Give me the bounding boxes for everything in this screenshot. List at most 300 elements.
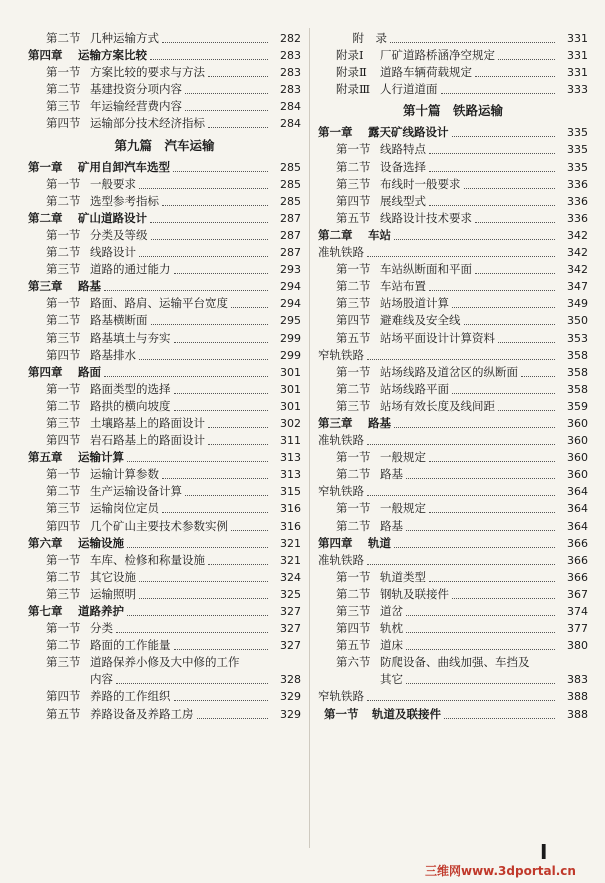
toc-entry-title: 站场股道计算 — [380, 296, 449, 311]
leader-dots — [174, 341, 268, 343]
toc-entry-title: 轨道类型 — [380, 569, 426, 584]
leader-dots — [208, 563, 268, 565]
toc-entry-label: 第三节 — [336, 604, 371, 618]
toc-entry-label: 第四节 — [46, 116, 81, 131]
toc-entry-row — [28, 227, 301, 244]
toc-page-number: 383 — [567, 673, 588, 687]
toc-entry-row — [318, 176, 588, 193]
toc-entry-title: 运输设施 — [78, 535, 124, 550]
toc-entry-label: 第三节 — [336, 176, 371, 191]
toc-entry-row — [28, 415, 301, 432]
toc-page-number: 293 — [280, 263, 301, 277]
leader-dots — [406, 614, 555, 616]
toc-page-number: 333 — [567, 83, 588, 97]
toc-page-number: 358 — [567, 348, 588, 362]
leader-dots — [406, 648, 555, 650]
toc-entry-row — [318, 381, 588, 398]
toc-entry-title: 运输部分技术经济指标 — [90, 116, 205, 131]
toc-chapter-row — [28, 159, 301, 176]
leader-dots — [174, 648, 268, 650]
leader-dots — [429, 152, 555, 154]
toc-entry-row — [318, 449, 588, 466]
toc-page-number: 282 — [280, 32, 301, 45]
toc-entry-label: 第二节 — [46, 193, 81, 208]
leader-dots — [151, 323, 268, 325]
toc-entry-label: 第二节 — [336, 518, 371, 533]
toc-left-column — [28, 30, 301, 723]
toc-entry-title: 生产运输设备计算 — [90, 484, 182, 499]
toc-entry-title: 年运输经营费内容 — [90, 99, 182, 114]
toc-page-number: 335 — [567, 126, 588, 140]
toc-page-number: 295 — [280, 314, 301, 328]
toc-entry-row — [28, 193, 301, 210]
leader-dots — [185, 109, 268, 111]
toc-page-number: 325 — [280, 587, 301, 601]
toc-entry-row — [318, 193, 588, 210]
toc-entry-title: 内容 — [90, 672, 113, 687]
toc-entry-label: 第三节 — [46, 330, 81, 345]
toc-entry-row — [318, 432, 588, 449]
leader-dots — [498, 58, 555, 60]
toc-entry-title: 厂矿道路桥涵净空规定 — [380, 48, 495, 63]
toc-entry-label: 第二节 — [336, 279, 371, 294]
toc-entry-row — [28, 398, 301, 415]
toc-chapter-row — [28, 449, 301, 466]
toc-entry-title: 路基填土与夯实 — [90, 330, 171, 345]
toc-entry-row — [28, 64, 301, 81]
toc-entry-title: 路面类型的选择 — [90, 381, 171, 396]
toc-page-number: 374 — [567, 605, 588, 618]
toc-entry-row — [28, 620, 301, 637]
toc-page-number: 360 — [567, 468, 588, 482]
toc-entry-label: 第二章 — [28, 210, 63, 225]
toc-entry-title: 附 录 — [318, 31, 387, 45]
leader-dots — [498, 341, 555, 343]
toc-entry-title: 钢轨及联接件 — [380, 586, 449, 601]
toc-page-number: 313 — [280, 451, 301, 465]
toc-page-number: 331 — [567, 49, 588, 63]
toc-entry-label: 第三节 — [46, 99, 81, 114]
toc-entry-title: 轨枕 — [380, 621, 403, 636]
toc-chapter-row — [28, 47, 301, 64]
toc-right-column — [318, 30, 588, 723]
leader-dots — [441, 92, 555, 94]
toc-entry-label: 第五节 — [46, 706, 81, 721]
leader-dots — [231, 529, 268, 531]
toc-page-number: 287 — [280, 228, 301, 242]
toc-entry-label: 第四章 — [318, 535, 353, 550]
toc-entry-label: 第一节 — [46, 227, 81, 242]
leader-dots — [162, 477, 268, 479]
toc-page-number: 366 — [567, 536, 588, 550]
toc-entry-title: 一般规定 — [380, 501, 426, 516]
toc-chapter-row — [28, 278, 301, 295]
toc-entry-label: 第四节 — [336, 621, 371, 636]
toc-page-number: 342 — [567, 228, 588, 242]
toc-entry-row — [28, 671, 301, 688]
toc-entry-label: 第一节 — [336, 569, 371, 584]
toc-entry-title: 车站纵断面和平面 — [380, 262, 472, 277]
part-heading: 第九篇 汽车运输 — [114, 137, 215, 153]
leader-dots — [429, 204, 555, 206]
leader-dots — [104, 289, 268, 291]
leader-dots — [139, 597, 268, 599]
toc-entry-title: 路面、路肩、运输平台宽度 — [90, 296, 228, 311]
leader-dots — [116, 631, 268, 633]
toc-page-number: 358 — [567, 382, 588, 396]
toc-entry-title: 几种运输方式 — [90, 31, 159, 45]
toc-entry-row — [28, 483, 301, 500]
toc-page-number: 313 — [280, 468, 301, 482]
toc-entry-row — [318, 159, 588, 176]
toc-entry-label: 第四节 — [336, 193, 371, 208]
toc-page-number: 359 — [567, 399, 588, 413]
toc-entry-title: 一般规定 — [380, 450, 426, 465]
toc-entry-title: 道路的通过能力 — [90, 262, 171, 277]
toc-entry-row — [28, 295, 301, 312]
toc-entry-row — [28, 381, 301, 398]
toc-page-number: 328 — [280, 673, 301, 687]
toc-entry-row — [28, 500, 301, 517]
toc-entry-title: 矿山道路设计 — [78, 210, 147, 225]
toc-entry-label: 第一节 — [46, 621, 81, 636]
toc-entry-row — [28, 552, 301, 569]
toc-entry-label: 第四节 — [336, 313, 371, 328]
toc-entry-title: 运输照明 — [90, 586, 136, 601]
toc-entry-title: 窄轨铁路 — [318, 484, 364, 499]
toc-entry-row — [318, 466, 588, 483]
toc-page-number: 294 — [280, 280, 301, 294]
toc-page-number: 336 — [567, 194, 588, 208]
toc-entry-title: 道路车辆荷载规定 — [380, 65, 472, 80]
toc-entry-label: 第三节 — [46, 501, 81, 516]
toc-entry-title: 分类 — [90, 621, 113, 636]
toc-page-number: 388 — [567, 690, 588, 704]
toc-page-number: 364 — [567, 502, 588, 516]
leader-dots — [127, 614, 268, 616]
toc-entry-label: 第四节 — [46, 689, 81, 704]
toc-chapter-row — [28, 535, 301, 552]
toc-entry-row — [318, 518, 588, 535]
toc-entry-label: 第一节 — [46, 467, 81, 482]
toc-entry-title: 岩石路基上的路面设计 — [90, 433, 205, 448]
toc-page-number: 301 — [280, 399, 301, 413]
toc-entry-title: 窄轨铁路 — [318, 689, 364, 704]
leader-dots — [162, 204, 268, 206]
toc-page-number: 327 — [280, 622, 301, 636]
toc-entry-label: 第二节 — [46, 313, 81, 328]
page-mark: I — [540, 840, 548, 864]
toc-entry-label: 第五节 — [336, 330, 371, 345]
toc-entry-row — [28, 654, 301, 671]
toc-page-number: 336 — [567, 177, 588, 191]
toc-entry-title: 展线型式 — [380, 193, 426, 208]
toc-entry-title: 车站 — [368, 227, 391, 242]
toc-page-number: 347 — [567, 280, 588, 294]
toc-entry-row — [318, 330, 588, 347]
toc-entry-row — [318, 552, 588, 569]
toc-entry-title: 路面 — [78, 364, 101, 379]
leader-dots — [150, 221, 268, 223]
toc-entry-title: 矿用自卸汽车选型 — [78, 159, 170, 174]
toc-entry-row — [318, 688, 588, 705]
toc-page-number: 285 — [280, 177, 301, 191]
toc-entry-title: 避难线及安全线 — [380, 313, 461, 328]
toc-entry-label: 第一节 — [46, 176, 81, 191]
leader-dots — [521, 375, 555, 377]
leader-dots — [150, 58, 268, 60]
toc-entry-row — [318, 278, 588, 295]
leader-dots — [104, 375, 268, 377]
toc-page-number: 283 — [280, 49, 301, 63]
toc-page-number: 294 — [280, 297, 301, 311]
toc-page-number: 284 — [280, 117, 301, 131]
leader-dots — [173, 170, 268, 172]
toc-page-number: 366 — [567, 570, 588, 584]
toc-entry-row — [318, 64, 588, 81]
toc-page-number: 302 — [280, 416, 301, 430]
leader-dots — [151, 238, 268, 240]
leader-dots — [429, 170, 555, 172]
leader-dots — [444, 717, 555, 719]
toc-entry-row — [318, 569, 588, 586]
toc-entry-title: 基建投资分项内容 — [90, 82, 182, 97]
leader-dots — [367, 563, 555, 565]
leader-dots — [197, 717, 268, 719]
toc-entry-row — [28, 569, 301, 586]
toc-entry-row — [318, 210, 588, 227]
toc-entry-row — [318, 347, 588, 364]
leader-dots — [406, 477, 555, 479]
toc-chapter-row — [318, 535, 588, 552]
toc-page-number: 287 — [280, 246, 301, 260]
toc-entry-title: 线路设计 — [90, 245, 136, 260]
watermark: 三维网www.3dportal.cn — [425, 864, 576, 878]
toc-entry-row — [318, 364, 588, 381]
toc-entry-title: 窄轨铁路 — [318, 347, 364, 362]
toc-entry-title: 路基 — [368, 415, 391, 430]
toc-page-number: 353 — [567, 331, 588, 345]
toc-entry-label: 第二节 — [46, 245, 81, 260]
toc-entry-label: 第一节 — [46, 552, 81, 567]
toc-entry-title: 一般要求 — [90, 176, 136, 191]
toc-entry-label: 第四节 — [46, 518, 81, 533]
leader-dots — [452, 392, 555, 394]
leader-dots — [464, 187, 555, 189]
toc-page-number: 377 — [567, 622, 588, 636]
toc-page-number: 311 — [280, 434, 301, 448]
leader-dots — [139, 187, 268, 189]
toc-entry-title: 准轨铁路 — [318, 552, 364, 567]
toc-entry-label: 附录Ⅰ — [336, 48, 364, 63]
toc-entry-label: 第三节 — [46, 262, 81, 277]
leader-dots — [208, 126, 268, 128]
toc-entry-label: 第二节 — [336, 467, 371, 482]
leader-dots — [475, 272, 555, 274]
toc-entry-title: 其它 — [380, 672, 403, 687]
toc-page-number: 360 — [567, 416, 588, 430]
leader-dots — [394, 546, 555, 548]
leader-dots — [429, 289, 555, 291]
toc-page-number: 299 — [280, 348, 301, 362]
leader-dots — [475, 75, 555, 77]
leader-dots — [367, 255, 555, 257]
toc-entry-title: 站场平面设计计算资料 — [380, 330, 495, 345]
leader-dots — [174, 392, 268, 394]
leader-dots — [162, 511, 268, 513]
toc-entry-row — [318, 398, 588, 415]
leader-dots — [174, 409, 268, 411]
toc-page-number: 366 — [567, 553, 588, 567]
toc-page-number: 350 — [567, 314, 588, 328]
toc-page-number: 329 — [280, 690, 301, 704]
toc-entry-label: 第一章 — [318, 125, 353, 140]
leader-dots — [367, 494, 555, 496]
toc-entry-row — [28, 688, 301, 705]
toc-entry-label: 第二节 — [336, 381, 371, 396]
toc-entry-title: 路面的工作能量 — [90, 638, 171, 653]
toc-page-number: 335 — [567, 143, 588, 157]
toc-entry-title: 设备选择 — [380, 159, 426, 174]
toc-entry-title: 防爬设备、曲线加强、车挡及 — [380, 655, 530, 670]
toc-entry-label: 第二节 — [336, 159, 371, 174]
toc-page-number: 301 — [280, 382, 301, 396]
toc-entry-title: 路拱的横向坡度 — [90, 398, 171, 413]
leader-dots — [498, 409, 555, 411]
toc-entry-title: 轨道 — [368, 535, 391, 550]
leader-dots — [464, 323, 555, 325]
toc-entry-row — [318, 312, 588, 329]
toc-entry-label: 第五章 — [28, 450, 63, 465]
toc-entry-label: 第一节 — [336, 450, 371, 465]
leader-dots — [452, 597, 555, 599]
toc-page-number: 327 — [280, 639, 301, 653]
toc-page-number: 301 — [280, 365, 301, 379]
toc-entry-row — [28, 706, 301, 723]
toc-page-number: 284 — [280, 100, 301, 114]
toc-entry-row — [318, 671, 588, 688]
toc-entry-row — [318, 295, 588, 312]
toc-entry-label: 第三节 — [46, 415, 81, 430]
toc-entry-title: 运输计算参数 — [90, 467, 159, 482]
toc-entry-label: 第三节 — [336, 398, 371, 413]
leader-dots — [231, 306, 268, 308]
toc-page-number: 316 — [280, 502, 301, 516]
toc-entry-row — [318, 81, 588, 98]
toc-entry-row — [318, 141, 588, 158]
toc-entry-row — [318, 30, 588, 47]
leader-dots — [139, 580, 268, 582]
toc-entry-row — [28, 98, 301, 115]
toc-chapter-row — [318, 124, 588, 141]
toc-page-number: 380 — [567, 639, 588, 653]
column-divider — [309, 28, 310, 848]
toc-entry-label: 第七章 — [28, 604, 63, 618]
leader-dots — [208, 75, 268, 77]
toc-entry-title: 准轨铁路 — [318, 433, 364, 448]
toc-entry-label: 第一节 — [324, 706, 359, 721]
toc-entry-row — [318, 500, 588, 517]
leader-dots — [394, 426, 555, 428]
toc-page-number: 299 — [280, 331, 301, 345]
toc-entry-label: 第三章 — [28, 279, 63, 294]
toc-entry-row — [28, 586, 301, 603]
toc-page-number: 388 — [567, 707, 588, 721]
toc-entry-title: 运输方案比较 — [78, 48, 147, 63]
leader-dots — [162, 41, 268, 43]
toc-entry-row — [318, 261, 588, 278]
toc-entry-label: 第六节 — [336, 655, 371, 670]
toc-entry-title: 路基排水 — [90, 347, 136, 362]
toc-entry-title: 道床 — [380, 638, 403, 653]
toc-page-number: 316 — [280, 519, 301, 533]
toc-entry-title: 线路设计技术要求 — [380, 210, 472, 225]
toc-entry-label: 附录Ⅱ — [336, 65, 367, 80]
toc-entry-label: 第四节 — [46, 433, 81, 448]
toc-entry-title: 车站布置 — [380, 279, 426, 294]
toc-entry-label: 第六章 — [28, 535, 63, 550]
toc-page-number: 283 — [280, 66, 301, 80]
toc-entry-label: 第二节 — [46, 569, 81, 584]
toc-entry-label: 第二章 — [318, 227, 353, 242]
toc-page-number: 283 — [280, 83, 301, 97]
leader-dots — [127, 460, 268, 462]
toc-entry-row — [318, 586, 588, 603]
toc-page-number: 358 — [567, 365, 588, 379]
toc-entry-title: 运输岗位定员 — [90, 501, 159, 516]
toc-entry-row — [318, 244, 588, 261]
toc-entry-title: 路基 — [78, 279, 101, 294]
toc-entry-row — [318, 654, 588, 671]
toc-entry-label: 第二节 — [46, 398, 81, 413]
toc-entry-label: 附录Ⅲ — [336, 82, 371, 97]
toc-entry-label: 第四章 — [28, 48, 63, 63]
toc-entry-title: 人行道道面 — [380, 82, 438, 97]
toc-page-number: 335 — [567, 160, 588, 174]
toc-entry-title: 轨道及联接件 — [372, 706, 441, 721]
toc-entry-label: 第二节 — [46, 484, 81, 499]
toc-entry-row — [28, 432, 301, 449]
toc-chapter-row — [28, 210, 301, 227]
toc-page-number: 321 — [280, 553, 301, 567]
toc-entry-label: 第四节 — [46, 347, 81, 362]
toc-entry-title: 选型参考指标 — [90, 193, 159, 208]
toc-entry-label: 第一节 — [336, 364, 371, 379]
toc-entry-row — [28, 518, 301, 535]
toc-entry-title: 车库、检修和称量设施 — [90, 552, 205, 567]
leader-dots — [208, 426, 268, 428]
leader-dots — [116, 682, 268, 684]
toc-entry-label: 第三节 — [46, 655, 81, 670]
toc-entry-row — [318, 637, 588, 654]
toc-entry-title: 方案比较的要求与方法 — [90, 65, 205, 80]
leader-dots — [406, 631, 555, 633]
leader-dots — [394, 238, 555, 240]
toc-entry-label: 第三节 — [336, 296, 371, 311]
toc-page-number: 324 — [280, 570, 301, 584]
toc-entry-label: 第一节 — [46, 65, 81, 80]
leader-dots — [406, 529, 555, 531]
toc-entry-title: 运输计算 — [78, 450, 124, 465]
toc-chapter-row — [28, 603, 301, 620]
toc-page-number: 360 — [567, 434, 588, 448]
toc-chapter-row — [318, 415, 588, 432]
toc-page-number: 367 — [567, 587, 588, 601]
toc-entry-title: 布线时一般要求 — [380, 176, 461, 191]
toc-page-number: 342 — [567, 246, 588, 260]
toc-entry-row — [28, 261, 301, 278]
toc-chapter-row — [28, 364, 301, 381]
